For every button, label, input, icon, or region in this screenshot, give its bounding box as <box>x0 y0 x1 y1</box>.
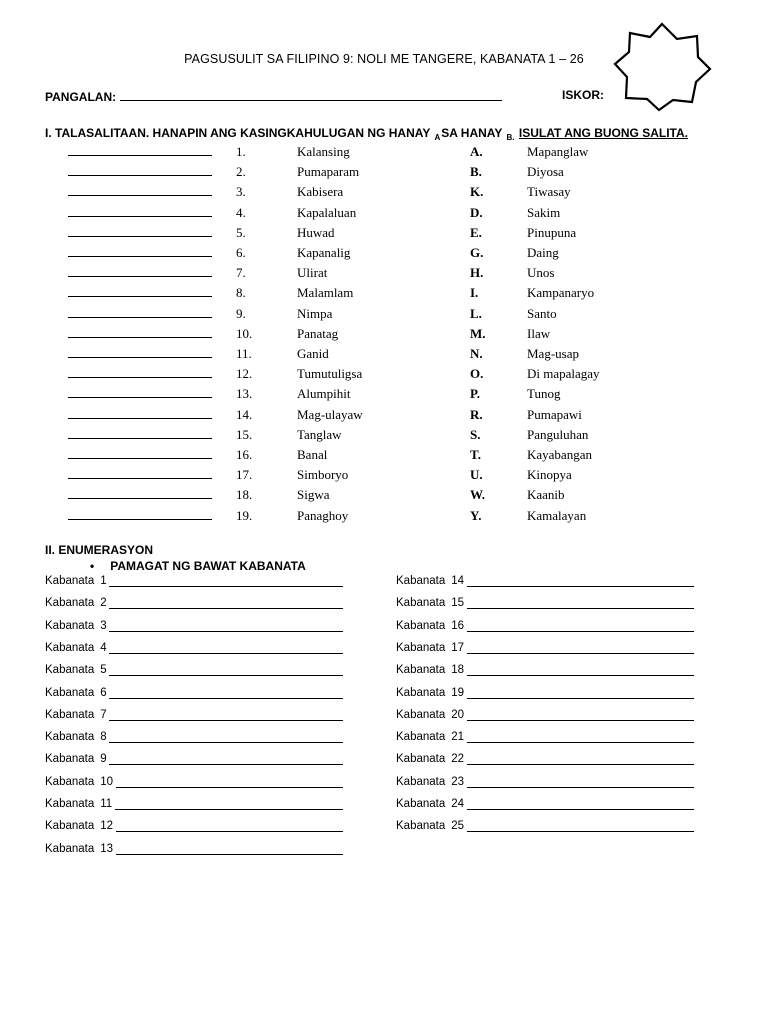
chapter-title-blank[interactable] <box>116 787 343 788</box>
item-number: 9. <box>236 305 246 321</box>
choice-letter: H. <box>470 265 484 281</box>
name-field[interactable] <box>45 88 505 104</box>
chapter-number: 22 <box>451 753 465 766</box>
answer-blank[interactable] <box>68 357 212 358</box>
item-number: 6. <box>236 245 246 260</box>
column-a-word: Panaghoy <box>297 507 349 523</box>
chapter-row <box>396 620 464 638</box>
chapter-row <box>396 597 464 615</box>
vocabulary-row <box>0 326 768 346</box>
column-a-word: Kapanalig <box>297 245 351 260</box>
column-b-word: Di mapalagay <box>527 366 600 382</box>
chapter-number: 3 <box>100 619 107 632</box>
name-blank-line[interactable] <box>120 88 502 101</box>
chapter-title-blank[interactable] <box>467 675 694 676</box>
section2-heading: II. ENUMERASYON <box>45 543 154 557</box>
vocabulary-row <box>0 144 768 164</box>
chapter-number: 7 <box>100 708 107 721</box>
chapter-title-blank[interactable] <box>467 608 694 609</box>
chapter-title-blank[interactable] <box>467 764 694 765</box>
vocabulary-row <box>0 306 768 326</box>
item-number: 8. <box>236 285 246 301</box>
chapter-label: Kabanata <box>396 775 446 788</box>
chapter-label: Kabanata <box>396 686 446 699</box>
answer-blank[interactable] <box>68 418 212 419</box>
choice-letter: S. <box>470 426 481 442</box>
chapter-row <box>45 597 107 615</box>
item-number: 4. <box>236 204 246 220</box>
chapter-title-blank[interactable] <box>467 809 694 810</box>
chapter-title-blank[interactable] <box>467 631 694 632</box>
chapter-number: 13 <box>100 842 114 855</box>
score-label: ISKOR: <box>562 88 604 102</box>
choice-letter: N. <box>470 346 483 361</box>
chapter-title-blank[interactable] <box>109 586 343 587</box>
answer-blank[interactable] <box>68 195 212 196</box>
column-b-word: Tunog <box>527 386 561 402</box>
answer-blank[interactable] <box>68 296 212 297</box>
choice-letter: W. <box>470 487 486 503</box>
chapter-label: Kabanata <box>45 575 95 587</box>
chapter-number: 25 <box>451 820 465 833</box>
chapter-label: Kabanata <box>396 641 446 654</box>
vocabulary-row <box>0 184 768 204</box>
item-number: 10. <box>236 325 253 341</box>
chapter-label: Kabanata <box>396 731 446 744</box>
column-b-word: Panguluhan <box>527 426 589 442</box>
chapter-row <box>45 798 112 816</box>
chapter-title-blank[interactable] <box>109 742 343 743</box>
choice-letter: O. <box>470 366 484 382</box>
chapter-row <box>396 709 464 727</box>
chapter-title-blank[interactable] <box>467 720 694 721</box>
vocabulary-row <box>0 245 768 265</box>
answer-blank[interactable] <box>68 519 212 520</box>
column-b-word: Kayabangan <box>527 447 592 462</box>
chapter-row <box>396 642 464 660</box>
column-b-word: Santo <box>527 305 557 321</box>
vocabulary-row <box>0 407 768 427</box>
bullet-icon: • <box>90 559 95 573</box>
chapter-row <box>45 575 107 593</box>
chapter-row <box>45 642 107 660</box>
section1-heading-text: I. TALASALITAAN. HANAPIN ANG KASINGKAHULUGAN NG HANAY <box>45 126 431 140</box>
chapter-row <box>45 776 113 794</box>
section1-heading <box>45 126 688 142</box>
column-b-word: Pumapawi <box>527 406 582 422</box>
choice-letter: A. <box>470 144 483 159</box>
answer-blank[interactable] <box>68 256 212 257</box>
chapter-title-blank[interactable] <box>467 653 694 654</box>
answer-blank[interactable] <box>68 216 212 217</box>
chapter-row <box>396 687 464 705</box>
column-b-word: Pinupuna <box>527 224 577 240</box>
chapter-label: Kabanata <box>45 731 95 744</box>
chapter-label: Kabanata <box>396 575 446 587</box>
column-b-word: Mag-usap <box>527 346 579 361</box>
column-b-word: Sakim <box>527 204 561 220</box>
answer-blank[interactable] <box>68 458 212 459</box>
item-number: 13. <box>236 386 253 402</box>
item-number: 5. <box>236 224 246 240</box>
column-a-word: Tumutuligsa <box>297 366 363 382</box>
section1-instruction: ISULAT ANG BUONG SALITA. <box>518 126 688 140</box>
chapter-label: Kabanata <box>396 619 446 632</box>
section2-subheading-text: PAMAGAT NG BAWAT KABANATA <box>110 559 306 573</box>
chapter-number: 10 <box>100 775 114 788</box>
chapter-row <box>396 753 464 771</box>
chapter-title-blank[interactable] <box>109 698 343 699</box>
chapter-title-blank[interactable] <box>109 764 343 765</box>
chapter-number: 12 <box>100 820 114 833</box>
name-label: PANGALAN: <box>45 90 117 104</box>
chapter-label: Kabanata <box>45 798 95 810</box>
column-a-word: Panatag <box>297 325 339 341</box>
vocabulary-row <box>0 346 768 366</box>
chapter-title-blank[interactable] <box>467 586 694 587</box>
column-a-word: Tanglaw <box>297 426 342 442</box>
column-b-word: Unos <box>527 265 555 281</box>
vocabulary-row <box>0 386 768 406</box>
chapter-label: Kabanata <box>45 641 95 654</box>
chapter-number: 16 <box>451 619 465 632</box>
chapter-number: 21 <box>451 731 465 744</box>
column-a-word: Mag-ulayaw <box>297 406 363 422</box>
chapter-title-blank[interactable] <box>116 854 343 855</box>
chapter-number: 8 <box>100 731 107 744</box>
chapter-title-blank[interactable] <box>467 831 694 832</box>
column-a-word: Kabisera <box>297 184 344 200</box>
item-number: 7. <box>236 265 246 281</box>
chapter-label: Kabanata <box>45 820 95 833</box>
choice-letter: T. <box>470 447 481 462</box>
answer-blank[interactable] <box>68 317 212 318</box>
chapter-row <box>45 664 107 682</box>
item-number: 14. <box>236 406 253 422</box>
chapter-title-blank[interactable] <box>467 698 694 699</box>
answer-blank[interactable] <box>68 478 212 479</box>
column-b-word: Ilaw <box>527 325 551 341</box>
answer-blank[interactable] <box>68 397 212 398</box>
chapter-number: 11 <box>100 798 113 810</box>
chapter-title-blank[interactable] <box>467 742 694 743</box>
column-a-word: Pumaparam <box>297 164 360 180</box>
item-number: 17. <box>236 467 253 483</box>
item-number: 16. <box>236 447 253 462</box>
vocabulary-row <box>0 205 768 225</box>
chapter-title-blank[interactable] <box>116 831 343 832</box>
chapter-label: Kabanata <box>45 753 95 766</box>
chapter-number: 24 <box>451 798 465 810</box>
choice-letter: E. <box>470 224 482 240</box>
chapter-number: 2 <box>100 597 107 610</box>
vocabulary-row <box>0 487 768 507</box>
vocabulary-row <box>0 265 768 285</box>
column-a-word: Huwad <box>297 224 335 240</box>
chapter-title-blank[interactable] <box>109 720 343 721</box>
chapter-label: Kabanata <box>396 664 446 677</box>
chapter-label: Kabanata <box>45 664 95 677</box>
vocabulary-row <box>0 164 768 184</box>
chapter-number: 1 <box>100 575 107 587</box>
column-b-word: Kinopya <box>527 467 572 483</box>
column-a-word: Alumpihit <box>297 386 351 402</box>
chapter-number: 19 <box>451 686 465 699</box>
column-a-word: Kalansing <box>297 144 350 159</box>
answer-blank[interactable] <box>68 438 212 439</box>
column-a-word: Ulirat <box>297 265 328 281</box>
answer-blank[interactable] <box>68 175 212 176</box>
chapter-row <box>396 731 464 749</box>
chapter-label: Kabanata <box>396 798 446 810</box>
chapter-title-blank[interactable] <box>109 653 343 654</box>
vocabulary-row <box>0 508 768 528</box>
chapter-number: 20 <box>451 708 465 721</box>
vocabulary-row <box>0 467 768 487</box>
chapter-label: Kabanata <box>396 753 446 766</box>
column-b-word: Daing <box>527 245 559 260</box>
choice-letter: D. <box>470 204 483 220</box>
column-b-subscript: B. <box>506 133 515 142</box>
column-a-word: Simboryo <box>297 467 349 483</box>
choice-letter: G. <box>470 245 484 260</box>
quiz-title: PAGSUSULIT SA FILIPINO 9: NOLI ME TANGERE, KABANATA 1 – 26 <box>184 52 584 66</box>
chapter-number: 6 <box>100 686 107 699</box>
chapter-number: 15 <box>451 597 465 610</box>
vocabulary-row <box>0 447 768 467</box>
item-number: 1. <box>236 144 246 159</box>
chapter-row <box>396 798 464 816</box>
chapter-row <box>396 776 464 794</box>
chapter-label: Kabanata <box>45 842 95 855</box>
chapter-number: 18 <box>451 664 465 677</box>
item-number: 3. <box>236 184 246 200</box>
choice-letter: M. <box>470 325 486 341</box>
column-a-word: Malamlam <box>297 285 354 301</box>
answer-blank[interactable] <box>68 498 212 499</box>
item-number: 12. <box>236 366 253 382</box>
choice-letter: B. <box>470 164 482 180</box>
column-a-word: Ganid <box>297 346 329 361</box>
chapter-label: Kabanata <box>45 597 95 610</box>
chapter-label: Kabanata <box>396 820 446 833</box>
chapter-row <box>45 620 107 638</box>
chapter-title-blank[interactable] <box>109 608 343 609</box>
section1-heading-text-2: SA HANAY <box>441 126 503 140</box>
chapter-row <box>45 731 107 749</box>
chapter-row <box>396 820 464 838</box>
column-a-subscript: A <box>434 133 441 142</box>
column-b-word: Tiwasay <box>527 184 571 200</box>
vocabulary-row <box>0 225 768 245</box>
chapter-number: 14 <box>451 575 465 587</box>
choice-letter: U. <box>470 467 483 483</box>
column-a-word: Banal <box>297 447 328 462</box>
chapter-title-blank[interactable] <box>109 631 343 632</box>
chapter-label: Kabanata <box>45 708 95 721</box>
choice-letter: P. <box>470 386 480 402</box>
vocabulary-row <box>0 366 768 386</box>
chapter-row <box>45 820 113 838</box>
chapter-number: 4 <box>100 641 107 654</box>
item-number: 2. <box>236 164 246 180</box>
answer-blank[interactable] <box>68 377 212 378</box>
section2-subheading <box>90 559 306 573</box>
chapter-title-blank[interactable] <box>109 675 343 676</box>
chapter-label: Kabanata <box>396 597 446 610</box>
chapter-row <box>45 843 113 861</box>
column-b-word: Kamalayan <box>527 507 587 523</box>
score-star-shape <box>612 22 712 112</box>
answer-blank[interactable] <box>68 337 212 338</box>
chapter-row <box>45 709 107 727</box>
answer-blank[interactable] <box>68 236 212 237</box>
item-number: 19. <box>236 507 253 523</box>
chapter-row <box>396 664 464 682</box>
choice-letter: K. <box>470 184 484 200</box>
answer-blank[interactable] <box>68 155 212 156</box>
chapter-number: 9 <box>100 753 107 766</box>
chapter-row <box>45 687 107 705</box>
column-a-word: Nimpa <box>297 305 333 321</box>
item-number: 18. <box>236 487 253 503</box>
chapter-number: 5 <box>100 664 107 677</box>
vocabulary-row <box>0 427 768 447</box>
choice-letter: L. <box>470 305 482 321</box>
chapter-title-blank[interactable] <box>115 809 343 810</box>
column-a-word: Sigwa <box>297 487 330 503</box>
column-b-word: Kampanaryo <box>527 285 595 301</box>
answer-blank[interactable] <box>68 276 212 277</box>
chapter-number: 23 <box>451 775 465 788</box>
chapter-title-blank[interactable] <box>467 787 694 788</box>
column-b-word: Diyosa <box>527 164 564 180</box>
item-number: 15. <box>236 426 253 442</box>
vocabulary-row <box>0 285 768 305</box>
choice-letter: Y. <box>470 507 482 523</box>
item-number: 11. <box>236 346 252 361</box>
chapter-label: Kabanata <box>45 619 95 632</box>
chapter-label: Kabanata <box>396 708 446 721</box>
chapter-label: Kabanata <box>45 775 95 788</box>
chapter-row <box>45 753 107 771</box>
choice-letter: I. <box>470 285 479 301</box>
column-b-word: Kaanib <box>527 487 565 503</box>
chapter-label: Kabanata <box>45 686 95 699</box>
chapter-number: 17 <box>451 641 465 654</box>
chapter-row <box>396 575 464 593</box>
column-a-word: Kapalaluan <box>297 204 357 220</box>
column-b-word: Mapanglaw <box>527 144 589 159</box>
choice-letter: R. <box>470 406 483 422</box>
